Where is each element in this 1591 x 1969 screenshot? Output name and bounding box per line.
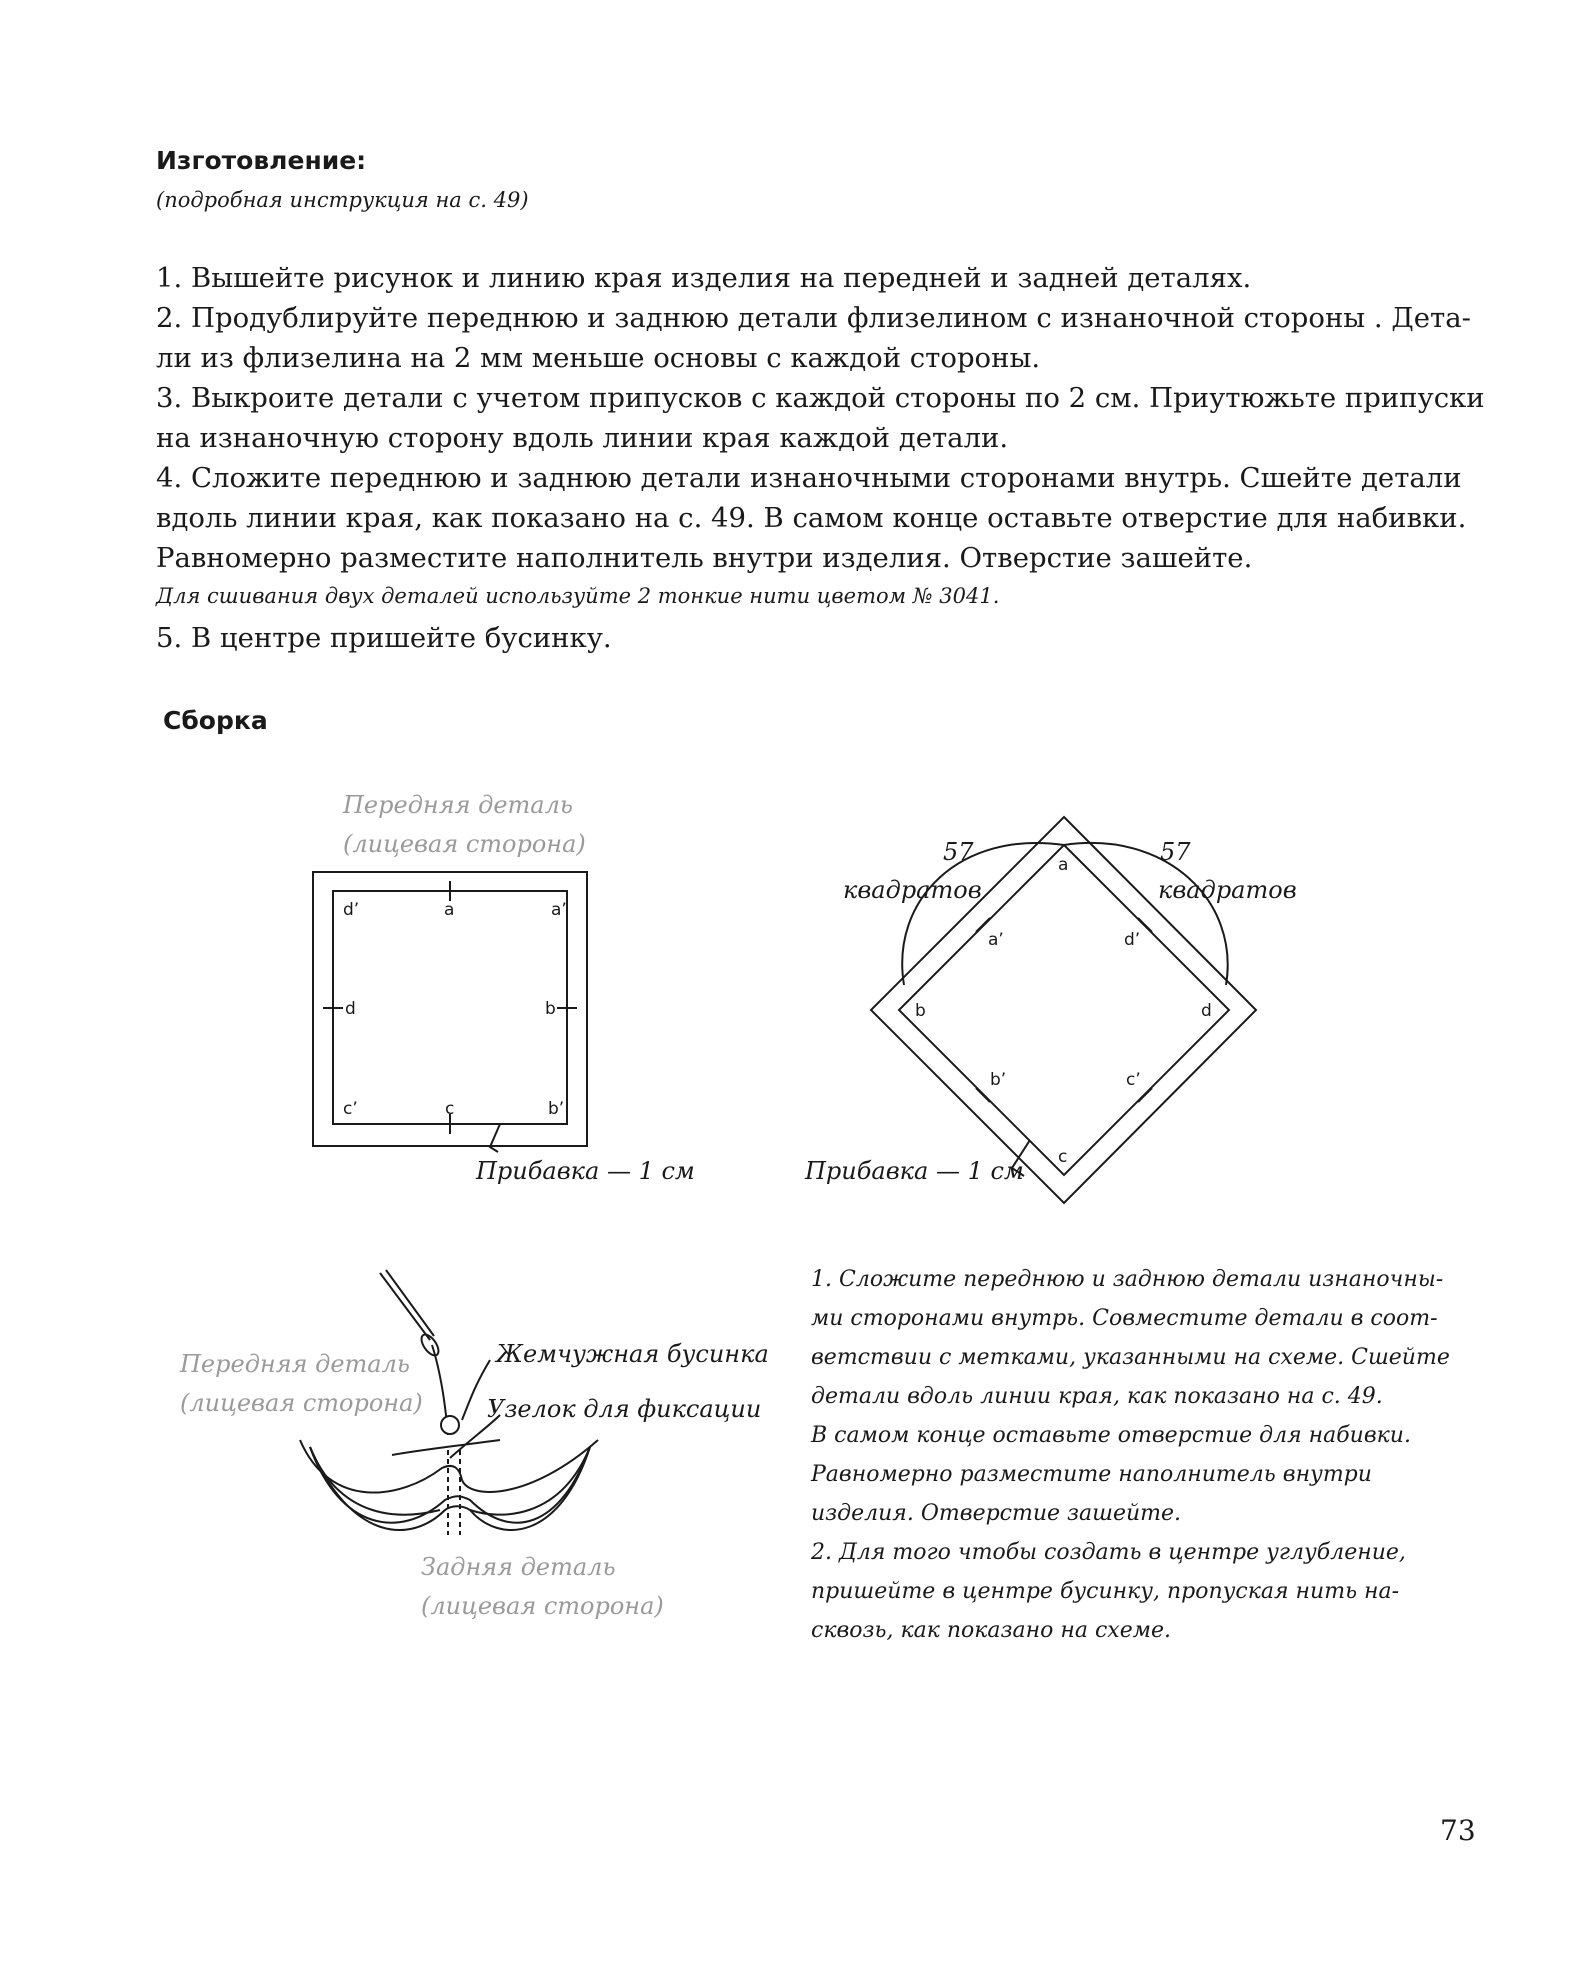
front-piece-edge-right <box>470 1447 590 1515</box>
caption-line: ветствии с метками, указанными на схеме. Сшейте <box>811 1345 1450 1370</box>
mark-c-prime: c’ <box>343 1099 358 1119</box>
diamond-tick-b-prime <box>976 1088 990 1102</box>
mark-d-prime: d’ <box>343 900 360 920</box>
diamond-tick-c-prime <box>1138 1088 1152 1102</box>
caption-line: детали вдоль линии края, как показано на с. 49. <box>811 1384 1383 1409</box>
mark-d-prime: d’ <box>1124 930 1141 950</box>
back-piece-edge <box>310 1447 590 1530</box>
mark-a-prime: a’ <box>551 900 567 920</box>
knot-thread <box>392 1440 500 1455</box>
step-line: 5. В центре пришейте бусинку. <box>156 622 612 654</box>
assembly-heading: Сборка <box>163 706 268 735</box>
square-allowance-label: Прибавка — 1 см <box>476 1157 695 1185</box>
mark-c-prime: c’ <box>1126 1070 1141 1090</box>
step-line: 4. Сложите переднюю и заднюю детали изнаночными сторонами внутрь. Сшейте детали <box>156 462 1462 494</box>
caption-line: Равномерно разместите наполнитель внутри <box>811 1462 1372 1487</box>
step-line: на изнаночную сторону вдоль линии края каждой детали. <box>156 422 1009 454</box>
caption-line: 1. Сложите переднюю и заднюю детали изнаночны- <box>811 1267 1444 1292</box>
step-line: 2. Продублируйте переднюю и заднюю детали флизелином с изнаночной стороны . Дета- <box>156 302 1471 334</box>
mark-d: d <box>345 999 356 1019</box>
mark-c: c <box>445 1099 455 1119</box>
square-allowance-pointer <box>490 1124 500 1152</box>
caption-line: 2. Для того чтобы создать в центре углубление, <box>811 1540 1406 1565</box>
diamond-allowance-pointer <box>1012 1140 1030 1176</box>
bead-label: Жемчужная бусинка <box>496 1340 769 1368</box>
mark-d: d <box>1201 1001 1212 1021</box>
front-piece-curve <box>300 1440 598 1493</box>
bead-front-line1: Передняя деталь <box>180 1350 410 1378</box>
caption-line: В самом конце оставьте отверстие для набивки. <box>811 1423 1411 1448</box>
mark-b: b <box>915 1001 926 1021</box>
mark-c: c <box>1058 1147 1068 1167</box>
mark-a-prime: a’ <box>988 930 1004 950</box>
caption-line: ми сторонами внутрь. Совместите детали в соот- <box>811 1306 1438 1331</box>
step-line: вдоль линии края, как показано на с. 49. В самом конце оставьте отверстие для набивки. <box>156 502 1467 534</box>
needle-eye <box>418 1332 442 1359</box>
diamond-allowance-label: Прибавка — 1 см <box>805 1157 1024 1185</box>
mark-a: a <box>1058 855 1069 875</box>
knot-label: Узелок для фиксации <box>487 1395 762 1423</box>
diamond-right-count: 57 <box>1160 838 1191 866</box>
mark-b-prime: b’ <box>990 1070 1007 1090</box>
step-line: Равномерно разместите наполнитель внутри изделия. Отверстие зашейте. <box>156 542 1253 574</box>
needle-shaft-edge <box>386 1270 434 1336</box>
caption-line: изделия. Отверстие зашейте. <box>811 1501 1182 1526</box>
section-note: (подробная инструкция на с. 49) <box>156 188 529 212</box>
step-line: 1. Вышейте рисунок и линию края изделия на передней и задней деталях. <box>156 262 1252 294</box>
bead-pointer <box>462 1360 490 1420</box>
bead-diagram <box>300 1270 598 1535</box>
diamond-left-count: 57 <box>943 838 974 866</box>
needle-shaft <box>380 1273 430 1340</box>
caption-line: сквозь, как показано на схеме. <box>811 1618 1171 1643</box>
bead-back-line1: Задняя деталь <box>421 1553 616 1581</box>
square-marks <box>343 900 567 1119</box>
step-line: 3. Выкроите детали с учетом припусков с каждой стороны по 2 см. Приутюжьте припуски <box>156 382 1485 414</box>
diamond-right-unit: квадратов <box>1158 876 1297 904</box>
section-heading: Изготовление: <box>156 146 367 175</box>
square-label-line2: (лицевая сторона) <box>343 830 586 858</box>
step-line: ли из флизелина на 2 мм меньше основы с каждой стороны. <box>156 342 1041 374</box>
diamond-marks <box>915 855 1212 1167</box>
step-4-note: Для сшивания двух деталей используйте 2 тонкие нити цветом № 3041. <box>156 584 1000 608</box>
diagram-caption <box>811 1260 1450 1650</box>
mark-b-prime: b’ <box>548 1099 565 1119</box>
diamond-inner-outline <box>899 845 1229 1175</box>
page-number: 73 <box>1440 1814 1476 1847</box>
pearl-bead <box>441 1416 459 1434</box>
mark-a: a <box>444 900 455 920</box>
bead-back-line2: (лицевая сторона) <box>421 1592 664 1620</box>
square-label-line1: Передняя деталь <box>343 791 573 819</box>
square-inner-outline <box>333 891 567 1124</box>
bead-front-line2: (лицевая сторона) <box>180 1389 423 1417</box>
caption-line: пришейте в центре бусинку, пропуская нить на- <box>811 1579 1400 1604</box>
diamond-left-unit: квадратов <box>843 876 982 904</box>
mark-b: b <box>545 999 556 1019</box>
